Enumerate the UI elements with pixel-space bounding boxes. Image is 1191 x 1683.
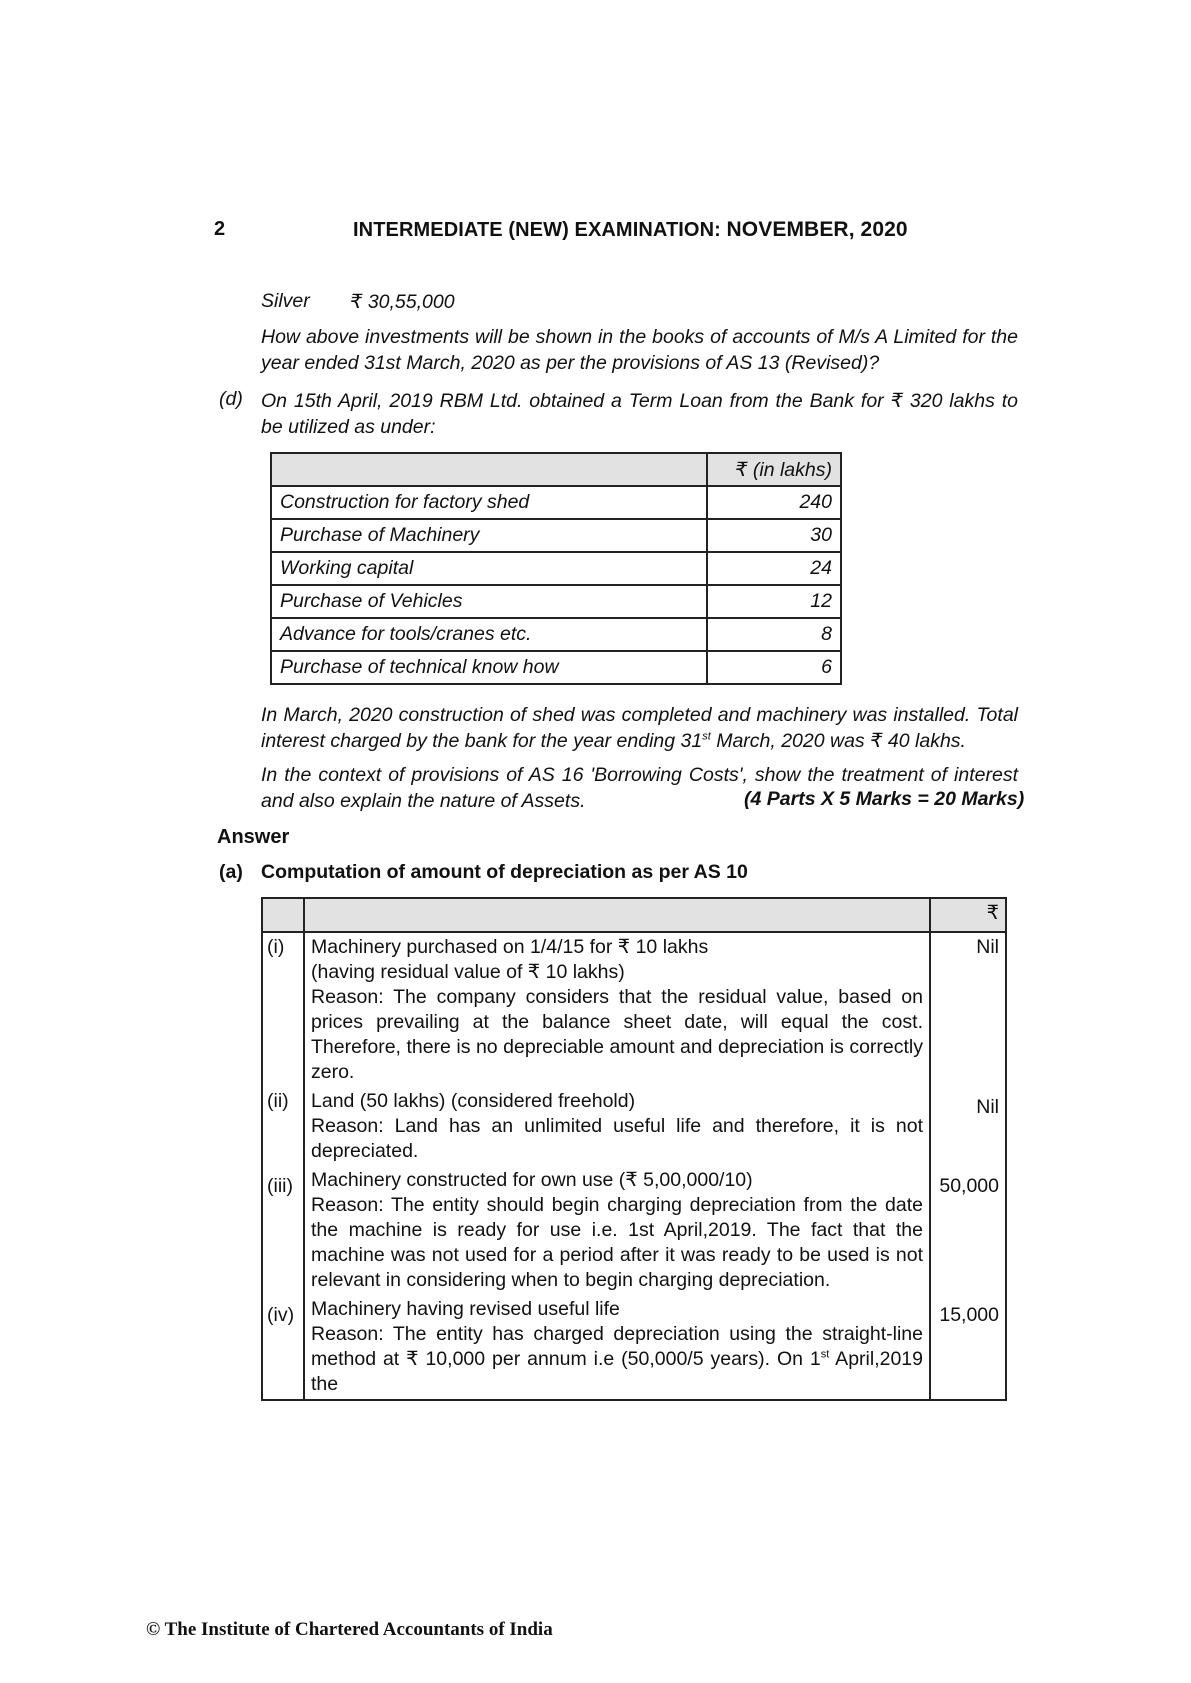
loan-item: Construction for factory shed	[271, 486, 707, 519]
table-row	[271, 651, 841, 684]
depreciation-table-header-row	[262, 898, 1006, 932]
loan-item: Purchase of Machinery	[271, 519, 707, 552]
loan-amount: 8	[707, 618, 841, 651]
dep-item-number: (iv)	[262, 1295, 304, 1400]
footer-copyright: © The Institute of Chartered Accountants of India	[146, 1619, 553, 1640]
question-c-text: How above investments will be shown in the books of accounts of M/s A Limited for the year ended 31st March, 2020 as per the provisions of AS 13 (Revised)?	[261, 326, 1018, 374]
dep-item-number: (ii)	[262, 1087, 304, 1166]
loan-amount: 30	[707, 519, 841, 552]
header-title-part1: INTERMEDIATE (NEW) EXAMINATION:	[353, 219, 727, 241]
dep-header-blank-desc	[304, 898, 930, 932]
loan-table-header-blank	[271, 453, 707, 486]
question-d-intro: On 15th April, 2019 RBM Ltd. obtained a Term Loan from the Bank for ₹ 320 lakhs to be utilized as under:	[261, 390, 1018, 438]
header-title-part2: NOVEMBER, 2020	[726, 218, 908, 241]
table-row	[262, 1166, 1006, 1295]
dep-item-amount: Nil	[930, 932, 1006, 1087]
answer-part-label: (a)	[219, 861, 243, 883]
marks-allocation: (4 Parts X 5 Marks = 20 Marks)	[744, 788, 1025, 810]
dep-header-blank-num	[262, 898, 304, 932]
table-row	[271, 552, 841, 585]
question-d-after-table-2: In the context of provisions of AS 16 'Borrowing Costs', show the treatment of interest and also explain the nature of Assets.	[261, 764, 1018, 812]
table-row	[271, 486, 841, 519]
loan-utilization-table	[270, 452, 842, 685]
dep-item-amount: Nil	[930, 1087, 1006, 1166]
loan-amount: 240	[707, 486, 841, 519]
loan-item: Advance for tools/cranes etc.	[271, 618, 707, 651]
question-d-after-table-1: In March, 2020 construction of shed was completed and machinery was installed. Total interest charged by the bank for the year ending 31st March, 2020 was ₹ 40 lakhs.	[261, 704, 1018, 752]
table-row	[262, 1295, 1006, 1400]
loan-amount: 24	[707, 552, 841, 585]
silver-label: Silver	[261, 290, 310, 312]
table-row	[271, 519, 841, 552]
table-row	[271, 618, 841, 651]
loan-amount: 6	[707, 651, 841, 684]
table-row	[262, 932, 1006, 1087]
dep-item-amount: 15,000	[930, 1295, 1006, 1400]
depreciation-table	[261, 897, 1007, 1401]
page-header-title	[353, 218, 908, 242]
dep-item-amount: 50,000	[930, 1166, 1006, 1295]
dep-header-amount: ₹	[930, 898, 1006, 932]
table-row	[271, 585, 841, 618]
loan-table-header-row	[271, 453, 841, 486]
question-d-label: (d)	[219, 388, 243, 410]
dep-item-number: (i)	[262, 932, 304, 1087]
loan-item: Working capital	[271, 552, 707, 585]
loan-amount: 12	[707, 585, 841, 618]
dep-item-description: Land (50 lakhs) (considered freehold) Reason: Land has an unlimited useful life and therefore, it is not depreciated.	[304, 1087, 930, 1166]
dep-item-description: Machinery having revised useful life Reason: The entity has charged depreciation using the straight-line method at ₹ 10,000 per annum i.e (50,000/5 years). On 1st April,2019 the	[304, 1295, 930, 1400]
answer-part-title: Computation of amount of depreciation as per AS 10	[261, 861, 748, 883]
answer-heading: Answer	[217, 826, 290, 848]
silver-value: ₹ 30,55,000	[350, 291, 455, 313]
table-row	[262, 1087, 1006, 1166]
page-number: 2	[214, 218, 226, 240]
loan-item: Purchase of technical know how	[271, 651, 707, 684]
dep-item-description: Machinery purchased on 1/4/15 for ₹ 10 lakhs (having residual value of ₹ 10 lakhs) Reason: The company considers that the residual value, based on prices prevailing at the balance sheet date, will equal the cost. Therefore, there is no depreciable amount and depreciation is correctly zero.	[304, 932, 930, 1087]
dep-item-number: (iii)	[262, 1166, 304, 1295]
dep-item-description: Machinery constructed for own use (₹ 5,00,000/10) Reason: The entity should begin charging depreciation from the date the machine is ready for use i.e. 1st April,2019. The fact that the machine was not used for a period after it was ready to be used is not relevant in considering when to begin charging depreciation.	[304, 1166, 930, 1295]
loan-item: Purchase of Vehicles	[271, 585, 707, 618]
loan-table-header-amount: ₹ (in lakhs)	[707, 453, 841, 486]
